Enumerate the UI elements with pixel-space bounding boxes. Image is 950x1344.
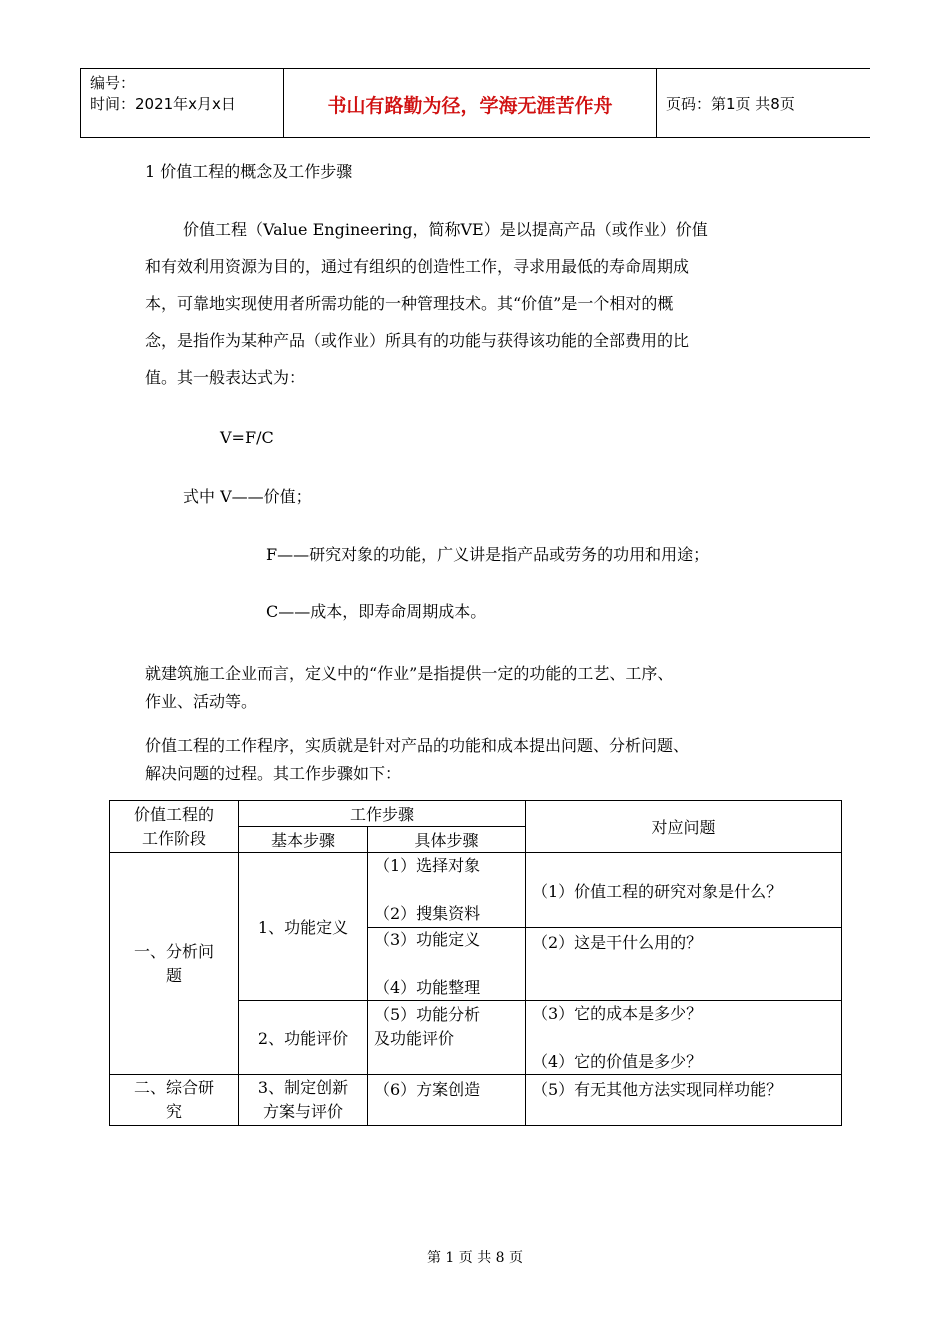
paragraph-procedure (145, 732, 689, 788)
work-steps-table (109, 800, 842, 1126)
table-row (110, 1075, 842, 1126)
detail-step-cell (368, 928, 526, 1001)
intro-line: 值。其一般表达式为： (145, 368, 306, 387)
header-motto: 书山有路勤为径，学海无涯苦作舟 (327, 95, 613, 117)
question-line: （3）它的成本是多少？ (532, 1003, 703, 1023)
header-steps-cell: 工作步骤 (239, 801, 526, 827)
question-cell: （5）有无其他方法实现同样功能？ (526, 1075, 842, 1126)
table-row (110, 853, 842, 928)
question-line: （4）它的价值是多少？ (532, 1051, 703, 1071)
stage-line: 一、分析问 (133, 941, 214, 961)
paragraph-line: 解决问题的过程。其工作步骤如下： (145, 764, 402, 783)
intro-line: 本，可靠地实现使用者所需功能的一种管理技术。其“价值”是一个相对的概 (145, 294, 674, 313)
detail-step-cell: （6）方案创造 (368, 1075, 526, 1126)
header-detail-cell: 具体步骤 (368, 827, 526, 853)
definition-v: 式中 V——价值； (183, 487, 312, 506)
intro-line: 念，是指作为某种产品（或作业）所具有的功能与获得该功能的全部费用的比 (145, 331, 690, 350)
header-basic-cell: 基本步骤 (239, 827, 368, 853)
paragraph-line: 就建筑施工企业而言，定义中的“作业”是指提供一定的功能的工艺、工序、 (145, 664, 674, 683)
detail-step-cell (368, 1001, 526, 1075)
basic-step-cell: 2、功能评价 (239, 1001, 368, 1075)
detail-line: （3）功能定义 (374, 930, 481, 949)
header-question-cell: 对应问题 (526, 801, 842, 853)
header-divider-2 (656, 69, 657, 137)
document-number-label: 编号： (90, 74, 136, 92)
definition-f: F——研究对象的功能，广义讲是指产品或劳务的功用和用途； (266, 545, 710, 564)
intro-paragraph (145, 211, 805, 396)
header-stage-cell (110, 801, 239, 853)
page-footer: 第 1 页 共 8 页 (426, 1250, 524, 1266)
stage-synthesize-cell (110, 1075, 239, 1126)
question-cell: （2）这是干什么用的？ (526, 928, 842, 1001)
stage-line: 究 (165, 1102, 182, 1121)
question-cell: （1）价值工程的研究对象是什么？ (526, 853, 842, 928)
basic-line: 方案与评价 (262, 1102, 343, 1121)
paragraph-line: 价值工程的工作程序，实质就是针对产品的功能和成本提出问题、分析问题、 (145, 736, 690, 755)
detail-line: （1）选择对象 (374, 856, 481, 875)
value-formula: V=F/C (220, 428, 274, 447)
page-header (80, 68, 870, 138)
header-meta (90, 73, 236, 115)
header-stage-line: 工作阶段 (141, 828, 206, 848)
basic-step-cell (239, 1075, 368, 1126)
stage-line: 二、综合研 (133, 1078, 214, 1097)
paragraph-construction (145, 660, 673, 716)
definition-c: C——成本，即寿命周期成本。 (266, 602, 487, 621)
header-stage-line: 价值工程的 (133, 804, 214, 824)
document-time-label: 时间：2021年x月x日 (90, 95, 236, 113)
intro-line: 和有效利用资源为目的，通过有组织的创造性工作，寻求用最低的寿命周期成 (145, 257, 690, 276)
header-left-border (80, 69, 81, 137)
detail-line: （2）搜集资料 (374, 904, 481, 923)
table-header-row (110, 801, 842, 827)
detail-line: （5）功能分析 (374, 1005, 481, 1024)
basic-step-cell: 1、功能定义 (239, 853, 368, 1001)
section-title: 1 价值工程的概念及工作步骤 (145, 162, 353, 181)
paragraph-line: 作业、活动等。 (145, 692, 258, 711)
intro-line: 价值工程（Value Engineering，简称VE）是以提高产品（或作业）价值 (183, 220, 708, 239)
detail-step-cell (368, 853, 526, 928)
stage-analyze-cell (110, 853, 239, 1075)
detail-line: （4）功能整理 (374, 978, 481, 997)
header-page-info: 页码：第1页 共8页 (666, 95, 795, 113)
stage-line: 题 (165, 965, 182, 985)
basic-line: 3、制定创新 (257, 1078, 349, 1097)
question-cell (526, 1001, 842, 1075)
detail-line: 及功能评价 (374, 1029, 455, 1048)
